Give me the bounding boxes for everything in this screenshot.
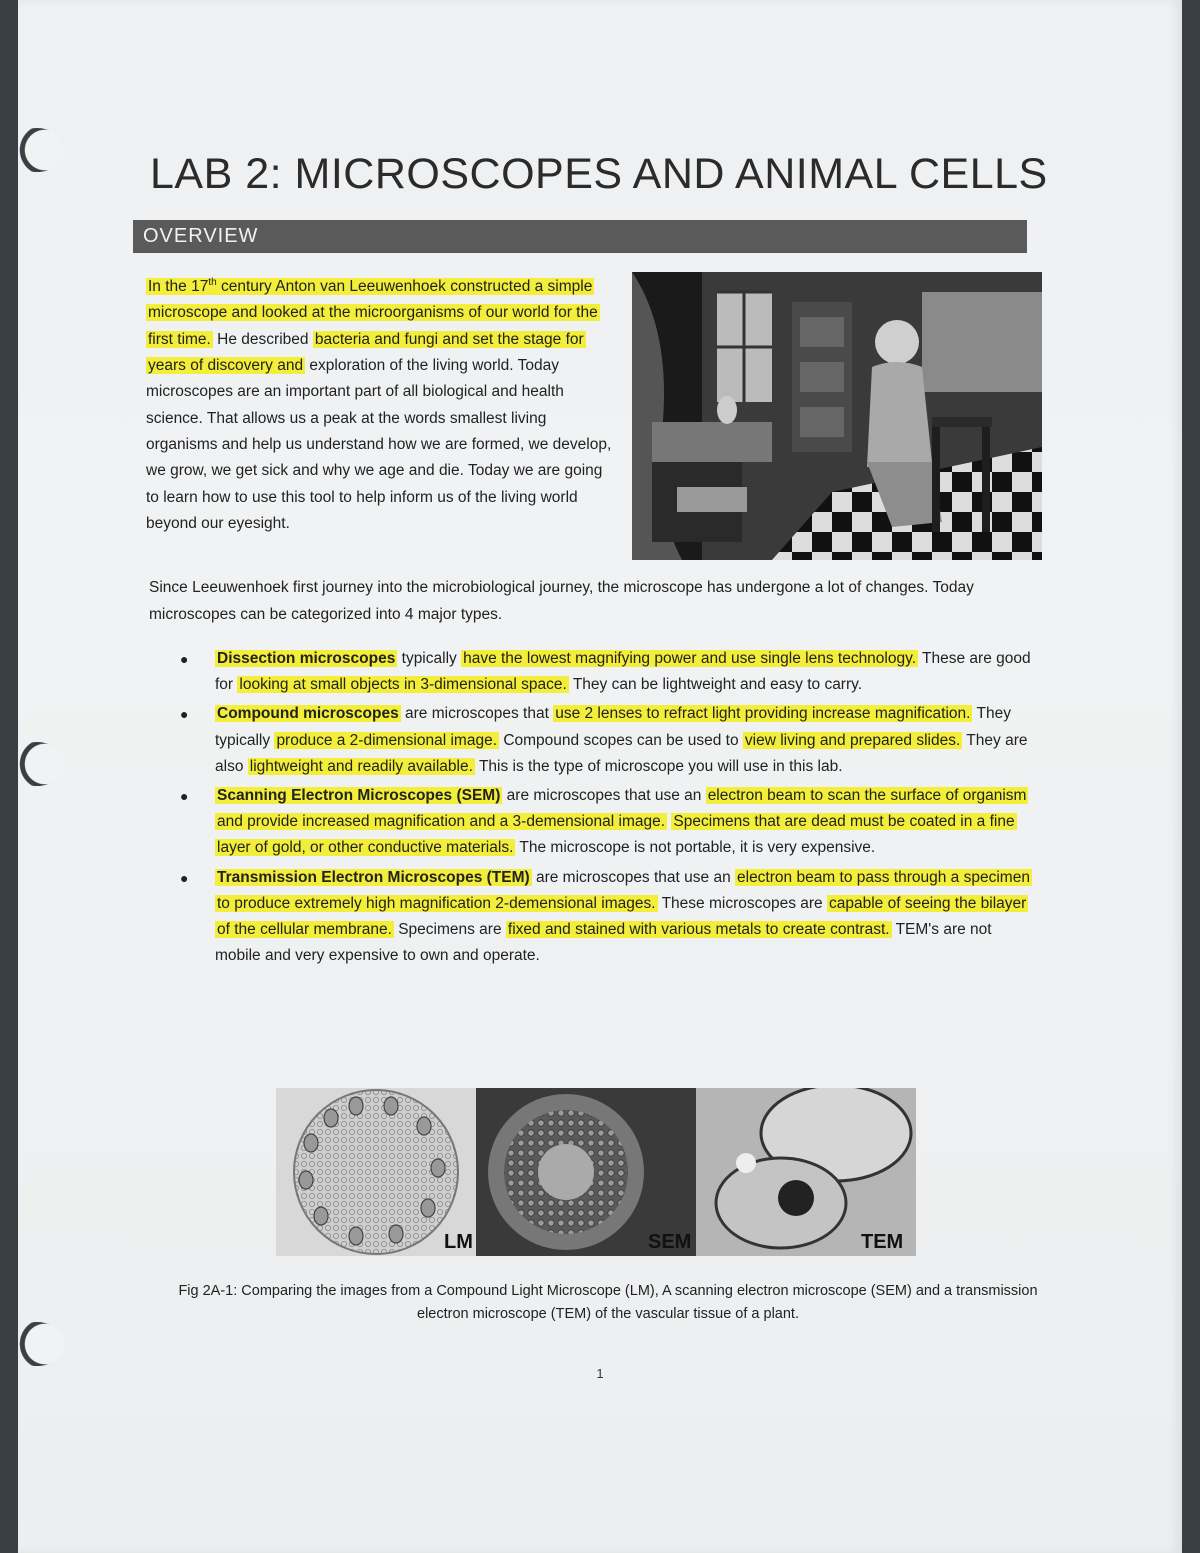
intro-paragraph: In the 17th century Anton van Leeuwenhoek constructed a simple microscope and looked at the microorganisms of our world for the first time. He described bacteria and fungi and set the stage for years of discovery and exploration of the living world. Today microscopes are an important part of all biological and health science. That allows us a peak at the words smallest living organisms and help us understand how we are formed, we develop, we grow, we get sick and why we age and die. Today we are going to learn how to use this tool to help inform us of the living world beyond our eyesight.	[146, 277, 612, 532]
body-paragraph: Since Leeuwenhoek first journey into the microbiological journey, the microscope has undergone a lot of changes. Today microscopes can be categorized into 4 major types.	[149, 579, 974, 623]
highlighted-text: use 2 lenses to refract light providing increase magnification.	[555, 705, 971, 723]
term: Transmission Electron Microscopes (TEM)	[217, 868, 530, 886]
highlighted-text: bacteria and fungi and set the stage for years of discovery and	[148, 330, 584, 375]
bullet-icon: ●	[180, 869, 189, 886]
punch-hole	[18, 128, 64, 172]
bullet-icon: ●	[180, 651, 189, 667]
microscope-types-list	[178, 646, 1038, 972]
highlighted-text: have the lowest magnifying power and use single lens technology.	[463, 650, 917, 667]
term: Dissection microscopes	[217, 650, 396, 667]
list-item: ● Transmission Electron Microscopes (TEM) are microscopes that use an electron beam to pass through a specimen to produce extremely high magnification 2-demensional images. These microscopes are capable of seeing the bilayer of the cellular membrane. Specimens are fixed and stained with various metals to create contrast. TEM's are not mobile and very expensive to own and operate.	[178, 865, 1038, 970]
punch-hole	[18, 1322, 64, 1366]
highlighted-text: capable of seeing the bilayer of the cellular membrane.	[217, 894, 1027, 939]
highlighted-text: produce a 2-dimensional image.	[276, 731, 498, 749]
lm-label: LM	[444, 1231, 473, 1253]
highlighted-text: electron beam to pass through a specimen to produce extremely high magnification 2-demensional images.	[217, 868, 1030, 912]
page-number: 1	[596, 1366, 604, 1381]
punch-hole	[18, 742, 64, 786]
list-item: ● Compound microscopes are microscopes that use 2 lenses to refract light providing increase magnification. They typically produce a 2-dimensional image. Compound scopes can be used to view living and prepared slides. They are also lightweight and readily available. This is the type of microscope you will use in this lab.	[178, 701, 1038, 780]
term: Scanning Electron Microscopes (SEM)	[217, 787, 501, 805]
highlighted-text: lightweight and readily available.	[249, 757, 473, 775]
highlighted-text: Specimens that are dead must be coated in a fine layer of gold, or other conductive materials.	[217, 813, 1015, 857]
bullet-icon: ●	[180, 788, 189, 805]
page-title: LAB 2: MICROSCOPES AND ANIMAL CELLS	[150, 150, 1048, 198]
highlighted-text: electron beam to scan the surface of organism and provide increased magnification and a 3-demensional image.	[217, 787, 1027, 831]
list-item: ● Dissection microscopes typically have the lowest magnifying power and use single lens technology. These are good for looking at small objects in 3-dimensional space. They can be lightweight and easy to carry.	[178, 646, 1038, 698]
tem-label: TEM	[861, 1231, 904, 1253]
highlighted-text: view living and prepared slides.	[744, 731, 961, 749]
bullet-icon: ●	[180, 706, 189, 723]
section-header: OVERVIEW	[133, 220, 1027, 253]
document-page	[18, 0, 1182, 1553]
sem-label: SEM	[648, 1231, 692, 1253]
microscope-comparison-figure	[276, 1088, 916, 1256]
term: Compound microscopes	[217, 705, 399, 723]
leeuwenhoek-painting	[632, 272, 1042, 560]
highlighted-text: In the 17th century Anton van Leeuwenhoek constructed a simple microscope and looked at the microorganisms of our world for the first time.	[148, 277, 598, 348]
figure-caption: Fig 2A-1: Comparing the images from a Compound Light Microscope (LM), A scanning electron microscope (SEM) and a transmission electron microscope (TEM) of the vascular tissue of a plant.	[178, 1283, 1038, 1322]
highlighted-text: looking at small objects in 3-dimensional space.	[239, 676, 567, 694]
highlighted-text: fixed and stained with various metals to create contrast.	[507, 921, 890, 939]
list-item: ● Scanning Electron Microscopes (SEM) are microscopes that use an electron beam to scan the surface of organism and provide increased magnification and a 3-demensional image. Specimens that are dead must be coated in a fine layer of gold, or other conductive materials. The microscope is not portable, it is very expensive.	[178, 783, 1038, 862]
